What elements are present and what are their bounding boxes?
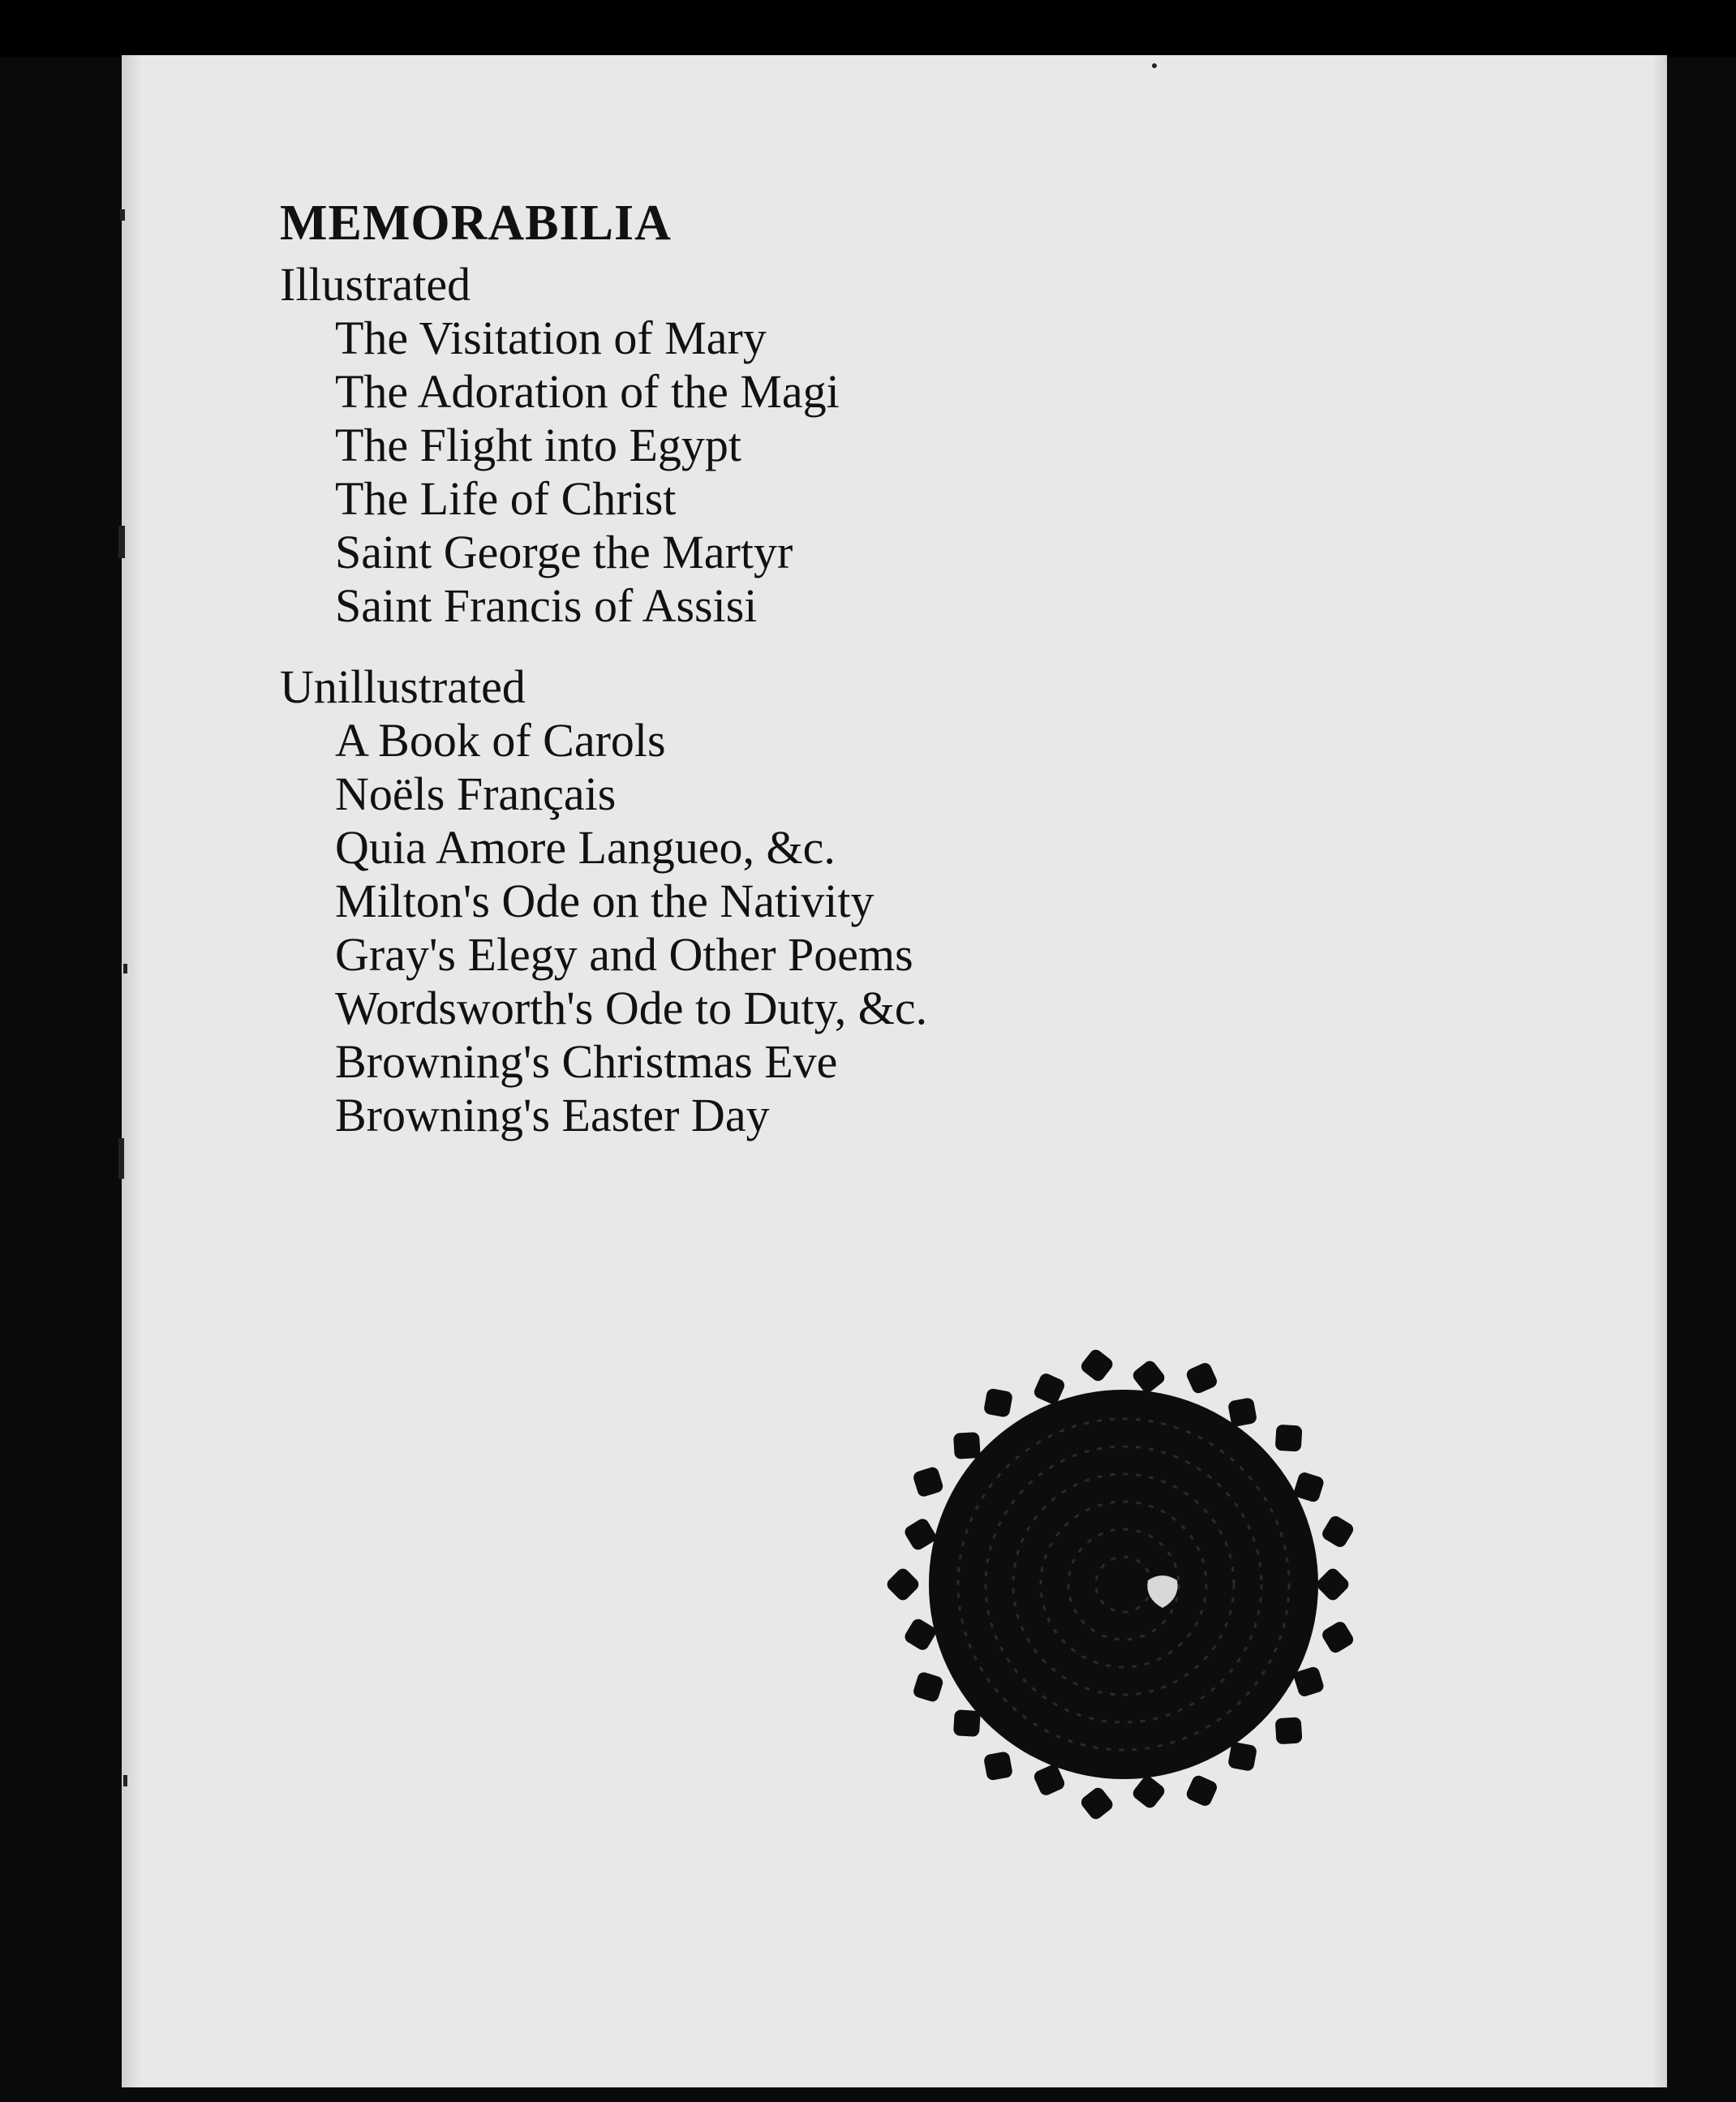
section-label-unillustrated: Unillustrated bbox=[280, 660, 526, 714]
list-item: A Book of Carols bbox=[335, 714, 666, 767]
list-item: Saint Francis of Assisi bbox=[335, 579, 758, 633]
wreath-petal bbox=[1275, 1425, 1303, 1452]
list-item: Noëls Français bbox=[335, 767, 617, 821]
list-item: Milton's Ode on the Nativity bbox=[335, 875, 874, 928]
list-item: Gray's Elegy and Other Poems bbox=[335, 928, 913, 982]
wreath-petal bbox=[1079, 1786, 1115, 1822]
scan-speck bbox=[123, 964, 127, 974]
wreath-petal bbox=[953, 1432, 981, 1459]
wreath-petal bbox=[1184, 1361, 1218, 1395]
list-item: Browning's Christmas Eve bbox=[335, 1035, 838, 1089]
wreath-petal bbox=[1275, 1717, 1303, 1744]
list-item: The Flight into Egypt bbox=[335, 419, 742, 472]
floral-wreath-device-icon bbox=[880, 1345, 1367, 1824]
list-item: Saint George the Martyr bbox=[335, 526, 793, 579]
wreath-petal bbox=[1131, 1774, 1167, 1811]
scan-speck bbox=[118, 526, 125, 558]
list-item: The Life of Christ bbox=[335, 472, 677, 526]
list-item: Quia Amore Langueo, &c. bbox=[335, 821, 836, 875]
wreath-petal bbox=[1227, 1397, 1257, 1427]
page-title: MEMORABILIA bbox=[280, 196, 672, 251]
wreath-petal bbox=[1131, 1358, 1167, 1395]
scan-speck bbox=[1152, 63, 1157, 68]
wreath-petal bbox=[1320, 1619, 1356, 1655]
list-item: The Adoration of the Magi bbox=[335, 365, 840, 419]
scan-speck bbox=[118, 1138, 124, 1179]
book-page bbox=[122, 55, 1667, 2087]
list-item: Wordsworth's Ode to Duty, &c. bbox=[335, 982, 928, 1035]
wreath-petal bbox=[983, 1751, 1013, 1781]
unillustrated-list bbox=[280, 714, 927, 1142]
section-label-illustrated: Illustrated bbox=[280, 258, 471, 312]
wreath-shape bbox=[884, 1348, 1356, 1822]
wreath-petal bbox=[1227, 1742, 1257, 1772]
wreath-petal bbox=[1079, 1348, 1115, 1384]
scan-speck bbox=[123, 1775, 127, 1786]
scan-border-top bbox=[0, 0, 1736, 57]
wreath-petal bbox=[953, 1709, 981, 1737]
page-edge bbox=[1652, 55, 1667, 2087]
wreath-petal bbox=[884, 1566, 921, 1602]
wreath-petal bbox=[1320, 1514, 1356, 1550]
wreath-disc bbox=[929, 1390, 1318, 1779]
wreath-petal bbox=[912, 1466, 944, 1498]
scan-speck bbox=[120, 209, 125, 221]
wreath-petal bbox=[1314, 1566, 1351, 1602]
illustrated-list bbox=[280, 312, 927, 633]
memorabilia-list bbox=[280, 193, 927, 1142]
list-item: The Visitation of Mary bbox=[335, 312, 767, 365]
wreath-petal bbox=[983, 1388, 1013, 1418]
list-item: Browning's Easter Day bbox=[335, 1089, 770, 1142]
wreath-petal bbox=[1184, 1773, 1218, 1808]
wreath-petal bbox=[912, 1670, 944, 1703]
